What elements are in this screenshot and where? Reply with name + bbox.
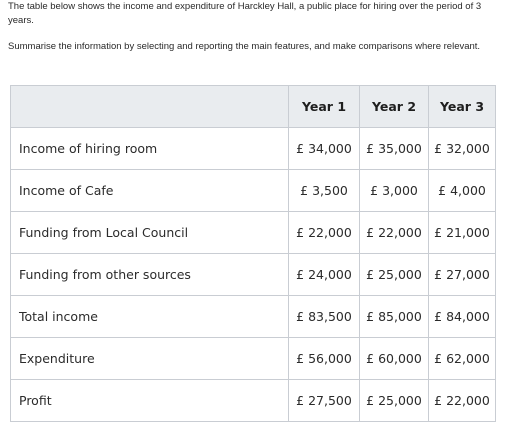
income-expenditure-table	[10, 85, 496, 422]
row-label: Total income	[11, 296, 289, 338]
cell-year-3: £ 22,000	[429, 380, 496, 422]
cell-year-3: £ 62,000	[429, 338, 496, 380]
task-prompt	[8, 0, 506, 54]
table-row	[11, 212, 496, 254]
cell-year-3: £ 84,000	[429, 296, 496, 338]
table-row	[11, 338, 496, 380]
cell-year-3: £ 27,000	[429, 254, 496, 296]
cell-year-3: £ 21,000	[429, 212, 496, 254]
table-row	[11, 296, 496, 338]
table-row	[11, 254, 496, 296]
row-label: Profit	[11, 380, 289, 422]
cell-year-1: £ 56,000	[289, 338, 360, 380]
cell-year-1: £ 27,500	[289, 380, 360, 422]
table-row	[11, 170, 496, 212]
row-label: Funding from other sources	[11, 254, 289, 296]
table-row	[11, 380, 496, 422]
cell-year-2: £ 25,000	[360, 380, 429, 422]
header-year-2: Year 2	[360, 86, 429, 128]
cell-year-2: £ 35,000	[360, 128, 429, 170]
header-blank	[11, 86, 289, 128]
cell-year-3: £ 32,000	[429, 128, 496, 170]
row-label: Income of Cafe	[11, 170, 289, 212]
cell-year-3: £ 4,000	[429, 170, 496, 212]
row-label: Expenditure	[11, 338, 289, 380]
cell-year-1: £ 83,500	[289, 296, 360, 338]
header-year-1: Year 1	[289, 86, 360, 128]
cell-year-1: £ 24,000	[289, 254, 360, 296]
table-row	[11, 128, 496, 170]
prompt-instruction: Summarise the information by selecting and reporting the main features, and make comparisons where relevant.	[8, 41, 481, 52]
row-label: Income of hiring room	[11, 128, 289, 170]
cell-year-2: £ 25,000	[360, 254, 429, 296]
row-label: Funding from Local Council	[11, 212, 289, 254]
cell-year-2: £ 22,000	[360, 212, 429, 254]
header-year-3: Year 3	[429, 86, 496, 128]
cell-year-2: £ 60,000	[360, 338, 429, 380]
cell-year-1: £ 34,000	[289, 128, 360, 170]
cell-year-1: £ 3,500	[289, 170, 360, 212]
cell-year-2: £ 3,000	[360, 170, 429, 212]
table-header-row	[11, 86, 496, 128]
income-table-container	[10, 85, 495, 422]
cell-year-1: £ 22,000	[289, 212, 360, 254]
cell-year-2: £ 85,000	[360, 296, 429, 338]
prompt-intro: The table below shows the income and expenditure of Harckley Hall, a public place for hiring over the period of 3 years.	[8, 1, 482, 26]
